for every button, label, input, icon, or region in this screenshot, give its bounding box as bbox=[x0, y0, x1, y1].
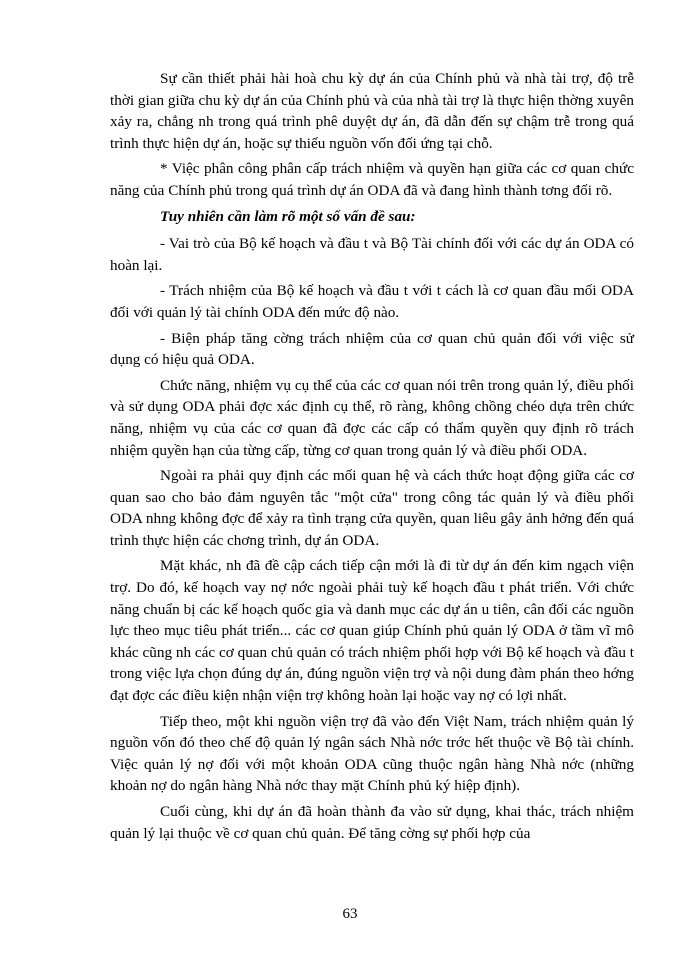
paragraph-harmonize-cycle: Sự cần thiết phải hài hoà chu kỳ dự án của Chính phủ và nhà tài trợ, độ trễ thời gian giữa chu kỳ dự án của Chính phủ và của nhà tài trợ là thực hiện thờng xuyên xảy ra, chẳng nh trong quá trình phê duyệt dự án, đã dẫn đến sự chậm trễ trong quá trình thực hiện dự án, hoặc sự thiếu nguồn vốn đối ứng tại chỗ. bbox=[110, 70, 634, 152]
paragraph-functions-duties: Chức năng, nhiệm vụ cụ thể của các cơ quan nói trên trong quản lý, điều phối và sử dụng ODA phải đợc xác định cụ thể, rõ ràng, không chồng chéo dựa trên chức năng, nhiệm vụ của các cơ quan đã đợc các cấp có thẩm quyền quy định rõ trách nhiệm quyền hạn của từng cấp, từng cơ quan trong quản lý và điều phối ODA. bbox=[110, 376, 634, 459]
list-item-role-ministries: - Vai trò của Bộ kế hoạch và đầu t và Bộ Tài chính đối với các dự án ODA có hoàn lại. bbox=[110, 235, 634, 274]
document-page bbox=[110, 68, 634, 848]
paragraph-final-responsibility: Cuối cùng, khi dự án đã hoàn thành đa vào sử dụng, khai thác, trách nhiệm quản lý lại thuộc về cơ quan chủ quản. Để tăng cờng sự phối hợp của bbox=[110, 803, 634, 842]
list-item-strengthen-measures: - Biện pháp tăng cờng trách nhiệm của cơ quan chủ quản đối với việc sử dụng có hiệu quả ODA. bbox=[110, 329, 634, 369]
list-item-ministry-responsibility: - Trách nhiệm của Bộ kế hoạch và đầu t với t cách là cơ quan đầu mối ODA đối với quản lý tài chính ODA đến mức độ nào. bbox=[110, 282, 634, 321]
page-number: 63 bbox=[342, 906, 358, 922]
paragraph-new-approach: Mặt khác, nh đã đề cập cách tiếp cận mới là đi từ dự án đến kim ngạch viện trợ. Do đó, kế hoạch vay nợ nớc ngoài phải tuỳ kế hoạch đầu t phát triển. Với chức năng chuẩn bị các kế hoạch quốc gia và danh mục các dự án u tiên, cân đối các nguồn lực theo mục tiêu phát triển... các cơ quan giúp Chính phủ quản lý ODA ở tầm vĩ mô khác cũng nh các cơ quan chủ quản có trách nhiệm phối hợp với Bộ kế hoạch và đầu t trong việc lựa chọn đúng dự án, đúng nguồn viện trợ và nội dung đàm phán theo hớng đạt đợc các điều kiện nhận viện trợ không hoàn lại hoặc vay nợ có lợi nhất. bbox=[110, 557, 634, 705]
paragraph-ministry-finance: Tiếp theo, một khi nguồn viện trợ đã vào đến Việt Nam, trách nhiệm quản lý nguồn vốn đó theo chế độ quản lý ngân sách Nhà nớc trớc hết thuộc về Bộ tài chính. Việc quản lý nợ đối với một khoản ODA cũng thuộc ngân hàng Nhà nớc (những khoản nợ do ngân hàng Nhà nớc thay mặt Chính phủ ký hiệp định). bbox=[110, 712, 634, 795]
paragraph-one-door-principle: Ngoài ra phải quy định các mối quan hệ và cách thức hoạt động giữa các cơ quan sao cho bảo đảm nguyên tắc "một cửa" trong công tác quản lý và điều phối ODA nhng không đợc để xảy ra tình trạng cửa quyền, quan liêu gây ảnh hởng đến quá trình thực hiện các chơng trình, dự án ODA. bbox=[110, 467, 634, 549]
section-heading: Tuy nhiên cần làm rõ một số vấn đề sau: bbox=[160, 207, 416, 225]
paragraph-responsibility-allocation: * Việc phân công phân cấp trách nhiệm và quyền hạn giữa các cơ quan chức năng của Chính phủ trong quá trình dự án ODA đã và đang hình thành tơng đối rõ. bbox=[110, 160, 634, 199]
